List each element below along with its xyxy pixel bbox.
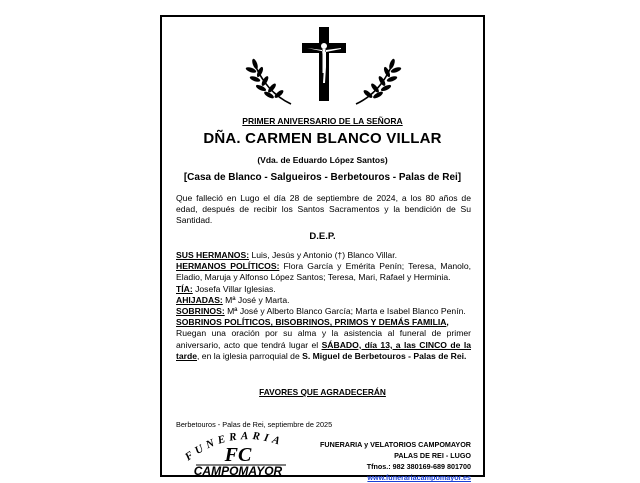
goddaughters-line: [176, 295, 471, 306]
in-laws-line: [176, 261, 471, 283]
aunt-line: [176, 284, 471, 295]
other-relatives-suffix: ,: [446, 317, 449, 328]
request-date-time: SÁBADO, día 13, a las CINCO de la tarde: [176, 339, 471, 361]
request-church: S. Miguel de Berbetouros - Palas de Rei.: [302, 350, 467, 361]
house-line: [Casa de Blanco - Salgueiros - Berbetouros - Palas de Rei]: [183, 172, 462, 183]
funeral-home-location: PALAS DE REI - LUGO: [394, 451, 471, 460]
other-relatives-label: SOBRINOS POLÍTICOS, BISOBRINOS, PRIMOS Y DEMÁS FAMILIA: [176, 317, 447, 328]
logo-monogram: FC: [224, 444, 252, 466]
thanks-line: FAVORES QUE AGRADECERÁN: [259, 387, 386, 397]
rip-label: D.E.P.: [309, 231, 336, 242]
funeral-home-phones: Tfnos.: 982 380169-689 801700: [366, 462, 471, 471]
funeral-home-website-link[interactable]: www.funerariacampomayor.es: [367, 473, 471, 482]
crucifix-icon: [302, 27, 346, 101]
siblings-label: SUS HERMANOS:: [176, 250, 250, 260]
request-text-2: , en la iglesia parroquial de: [197, 350, 303, 361]
aunt-name: Josefa Villar Iglesias.: [192, 283, 276, 294]
other-relatives-line: [176, 317, 471, 328]
death-notice: Que falleció en Lugo el día 28 de septiembre de 2024, a los 80 años de edad, después de recibir los Santos Sacramentos y la bendición de Su Santidad.: [176, 193, 471, 226]
funeral-request: [176, 328, 471, 362]
request-text-1: Ruegan una oración por su alma y la asistencia al funeral de primer aniversario, acto que tendrá lugar el: [176, 328, 471, 350]
funeral-home-name: FUNERARIA y VELATORIOS CAMPOMAYOR: [320, 440, 471, 449]
funeral-home-logo: [176, 425, 311, 477]
deceased-name: DÑA. CARMEN BLANCO VILLAR: [203, 130, 442, 147]
obituary-card: [160, 15, 485, 482]
place-date: Berbetouros - Palas de Rei, septiembre de 2025: [176, 420, 333, 429]
laurel-branch-right-icon: [352, 52, 402, 107]
aunt-label: TÍA:: [176, 283, 193, 294]
siblings-names: Luis, Jesús y Antonio (†) Blanco Villar.: [249, 250, 397, 260]
widow-of-line: (Vda. de Eduardo López Santos): [257, 155, 388, 165]
family-list: [176, 250, 471, 362]
siblings-line: [176, 250, 471, 261]
in-laws-label: HERMANOS POLÍTICOS:: [176, 261, 280, 272]
nephews-label: SOBRINOS:: [176, 306, 225, 317]
in-laws-names: Flora García y Emérita Penín; Teresa, Manolo, Eladio, Maruja y Alfonso López Santos; Teresa, Mari, Rafael y Herminia.: [176, 261, 471, 283]
logo-brand-text: CAMPOMAYOR: [193, 464, 283, 477]
laurel-branch-left-icon: [245, 52, 295, 107]
logo-arc-text: FUNERARIA: [182, 430, 286, 464]
goddaughters-names: Mª José y Marta.: [222, 294, 290, 305]
goddaughters-label: AHIJADAS:: [176, 294, 223, 305]
funeral-home-info: [320, 439, 471, 483]
logo-graphic: [176, 425, 311, 477]
nephews-line: [176, 306, 471, 317]
anniversary-heading: PRIMER ANIVERSARIO DE LA SEÑORA: [242, 116, 403, 126]
nephews-names: Mª José y Alberto Blanco García; Marta e Isabel Blanco Penín.: [224, 306, 466, 317]
